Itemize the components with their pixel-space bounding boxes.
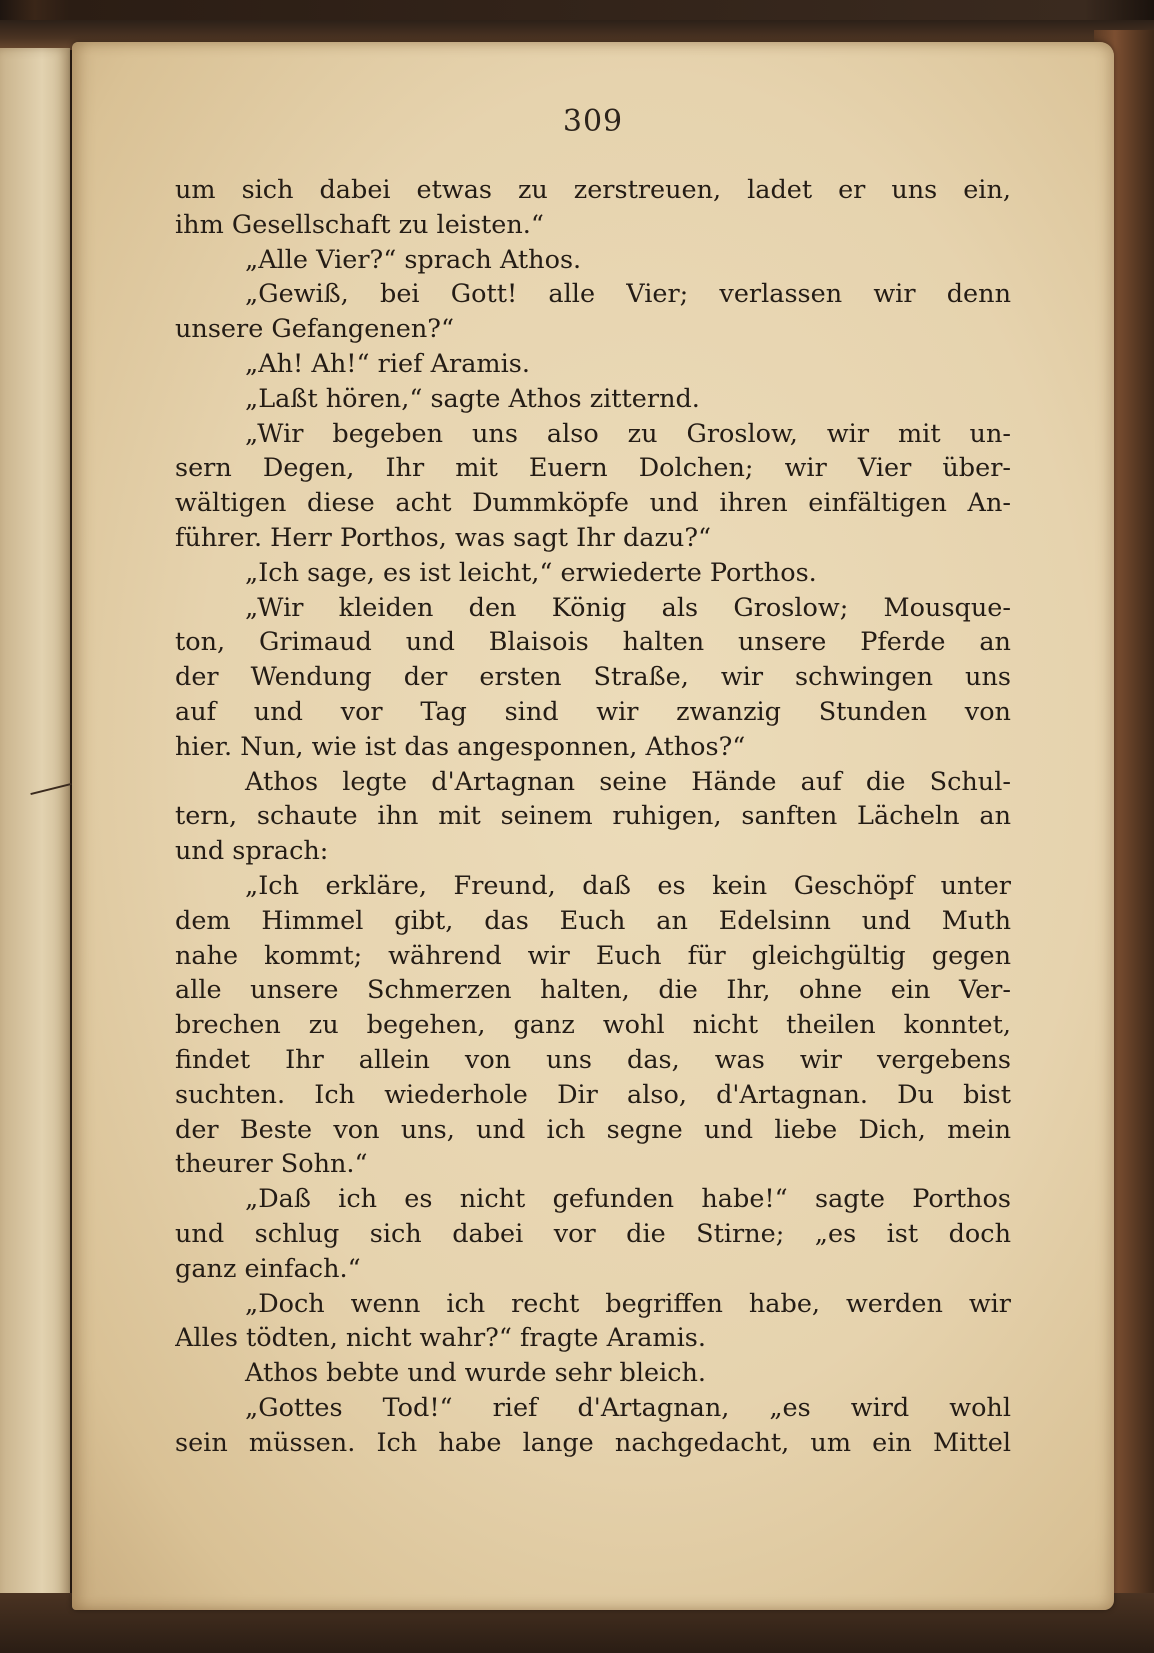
text-line: „Laßt hören,“ sagte Athos zitternd. bbox=[245, 383, 700, 414]
text-line: „Wir kleiden den König als Groslow; Mousque- bbox=[245, 592, 1011, 623]
text-line: Athos legte d'Artagnan seine Hände auf die Schul- bbox=[245, 766, 1011, 797]
text-line: „Ich sage, es ist leicht,“ erwiederte Porthos. bbox=[245, 557, 817, 588]
text-line: Athos bebte und wurde sehr bleich. bbox=[245, 1358, 707, 1389]
text-line: sern Degen, Ihr mit Euern Dolchen; wir Vier über- bbox=[175, 453, 1011, 484]
text-line: „Wir begeben uns also zu Groslow, wir mit un- bbox=[245, 418, 1011, 449]
text-line: suchten. Ich wiederhole Dir also, d'Artagnan. Du bist bbox=[175, 1079, 1011, 1110]
text-line: wältigen diese acht Dummköpfe und ihren einfältigen An- bbox=[175, 488, 1011, 519]
book-page bbox=[72, 42, 1114, 1610]
text-line: „Alle Vier?“ sprach Athos. bbox=[245, 244, 582, 275]
text-line: brechen zu begehen, ganz wohl nicht theilen konntet, bbox=[175, 1010, 1011, 1041]
text-line: sein müssen. Ich habe lange nachgedacht, um ein Mittel bbox=[175, 1427, 1011, 1458]
text-line: „Ah! Ah!“ rief Aramis. bbox=[245, 348, 530, 379]
text-line: Alles tödten, nicht wahr?“ fragte Aramis. bbox=[175, 1323, 706, 1354]
text-line: „Gewiß, bei Gott! alle Vier; verlassen wir denn bbox=[245, 279, 1011, 310]
body-text bbox=[175, 173, 1011, 1460]
text-line: unsere Gefangenen?“ bbox=[175, 314, 454, 345]
text-line: nahe kommt; während wir Euch für gleichgültig gegen bbox=[175, 940, 1011, 971]
text-line: und sprach: bbox=[175, 836, 329, 867]
text-line: alle unsere Schmerzen halten, die Ihr, ohne ein Ver- bbox=[175, 975, 1011, 1006]
text-line: auf und vor Tag sind wir zwanzig Stunden von bbox=[175, 696, 1011, 727]
text-line: der Beste von uns, und ich segne und liebe Dich, mein bbox=[175, 1114, 1011, 1145]
text-line: ton, Grimaud und Blaisois halten unsere Pferde an bbox=[175, 627, 1011, 658]
text-line: dem Himmel gibt, das Euch an Edelsinn und Muth bbox=[175, 905, 1011, 936]
text-line: theurer Sohn.“ bbox=[175, 1149, 368, 1180]
text-line: findet Ihr allein von uns das, was wir vergebens bbox=[175, 1044, 1011, 1075]
text-line: führer. Herr Porthos, was sagt Ihr dazu?“ bbox=[175, 522, 712, 553]
text-line: „Ich erkläre, Freund, daß es kein Geschöpf unter bbox=[245, 870, 1011, 901]
text-line: tern, schaute ihn mit seinem ruhigen, sanften Lächeln an bbox=[175, 801, 1011, 832]
text-line: ihm Gesellschaft zu leisten.“ bbox=[175, 209, 544, 240]
page-number: 309 bbox=[562, 104, 624, 139]
text-line: „Daß ich es nicht gefunden habe!“ sagte Porthos bbox=[245, 1184, 1011, 1215]
facing-page-edge bbox=[0, 48, 70, 1623]
text-line: der Wendung der ersten Straße, wir schwingen uns bbox=[175, 662, 1011, 693]
text-line: ganz einfach.“ bbox=[175, 1253, 361, 1284]
text-line: „Doch wenn ich recht begriffen habe, werden wir bbox=[245, 1288, 1011, 1319]
text-line: um sich dabei etwas zu zerstreuen, ladet er uns ein, bbox=[175, 175, 1011, 205]
text-line: hier. Nun, wie ist das angesponnen, Athos?“ bbox=[175, 731, 746, 762]
text-line: und schlug sich dabei vor die Stirne; „es ist doch bbox=[175, 1218, 1011, 1249]
text-line: „Gottes Tod!“ rief d'Artagnan, „es wird wohl bbox=[245, 1392, 1011, 1423]
